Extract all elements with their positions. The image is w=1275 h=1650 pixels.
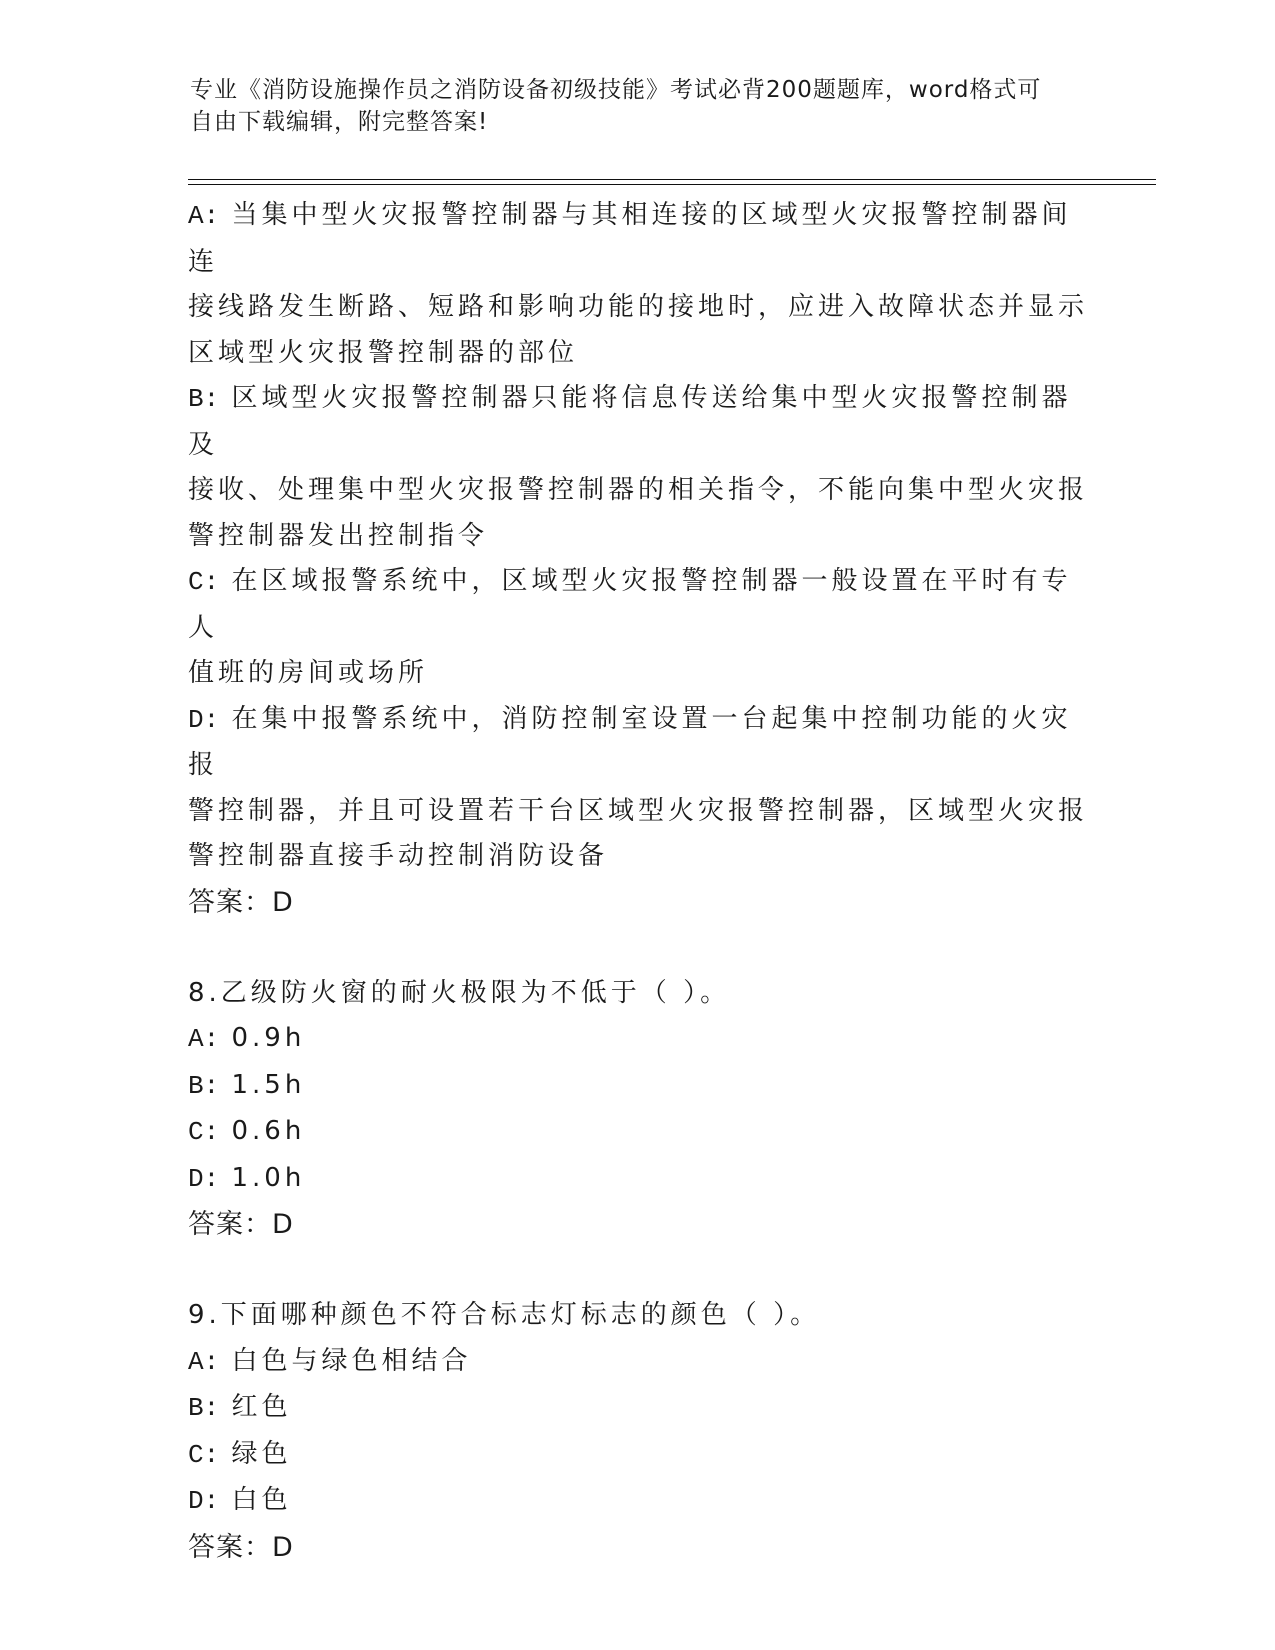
option-line: 警控制器，并且可设置若干台区域型火灾报警控制器，区域型火灾报 (188, 795, 1089, 826)
option-text: 白色与绿色相结合 (231, 1345, 472, 1376)
option-label: A: (188, 1346, 220, 1377)
option-line: 警控制器直接手动控制消防设备 (188, 841, 609, 871)
option-b (188, 376, 1088, 559)
option-text: 0.6h (231, 1116, 306, 1146)
option-b (188, 1385, 1088, 1432)
option-label: C: (188, 1439, 220, 1470)
question-7-block (188, 193, 1088, 926)
option-a (188, 1339, 1088, 1386)
document-body (188, 193, 1088, 1571)
option-line: 值班的房间或场所 (188, 658, 429, 688)
option-label: D: (188, 1163, 220, 1194)
header-line-2: 自由下载编辑，附完整答案! (190, 109, 489, 135)
header-line-1: 专业《消防设施操作员之消防设备初级技能》考试必背200题题库，word格式可 (190, 77, 1042, 103)
option-line: 区域型火灾报警控制器的部位 (188, 337, 579, 368)
option-line: 接线路发生断路、短路和影响功能的接地时，应进入故障状态并显示 (188, 292, 1089, 322)
header-divider-bottom (188, 184, 1156, 185)
option-text: 1.0h (231, 1162, 306, 1193)
option-label: C: (188, 567, 220, 597)
option-text: 红色 (231, 1392, 292, 1422)
option-line: C: 在区域报警系统中，区域型火灾报警控制器一般设置在平时有专人 (188, 566, 1072, 643)
option-label: D: (188, 704, 220, 735)
option-d (188, 697, 1088, 880)
option-a (188, 1016, 1088, 1063)
option-a (188, 193, 1088, 376)
option-text: 白色 (231, 1485, 292, 1515)
option-text: 0.9h (231, 1023, 306, 1053)
answer-line: 答案：D (188, 1531, 294, 1563)
option-line: 接收、处理集中型火灾报警控制器的相关指令，不能向集中型火灾报 (188, 475, 1089, 505)
header-divider-top (188, 179, 1156, 180)
option-d (188, 1478, 1088, 1525)
option-line: 警控制器发出控制指令 (188, 520, 489, 551)
option-label: A: (188, 1024, 220, 1054)
answer-line: 答案：D (188, 886, 294, 918)
option-text: 绿色 (231, 1438, 292, 1469)
option-line: B: 区域型火灾报警控制器只能将信息传送给集中型火灾报警控制器及 (188, 383, 1072, 460)
option-line: A: 当集中型火灾报警控制器与其相连接的区域型火灾报警控制器间连 (188, 200, 1072, 277)
spacer (188, 1248, 1088, 1293)
question-text: 9.下面哪种颜色不符合标志灯标志的颜色（ ）。 (188, 1300, 821, 1330)
question-text: 8.乙级防火窗的耐火极限为不低于（ ）。 (188, 977, 731, 1008)
spacer (188, 926, 1088, 971)
answer-line: 答案：D (188, 1209, 294, 1240)
question-9-block (188, 1293, 1088, 1571)
option-line: D: 在集中报警系统中，消防控制室设置一台起集中控制功能的火灾报 (188, 703, 1072, 780)
document-header (190, 74, 1070, 138)
option-label: B: (188, 384, 220, 414)
option-label: B: (188, 1393, 220, 1423)
option-c (188, 1109, 1088, 1156)
option-label: C: (188, 1117, 220, 1147)
question-8-block (188, 971, 1088, 1249)
option-text: 1.5h (231, 1069, 306, 1100)
option-c (188, 1432, 1088, 1479)
option-label: A: (188, 201, 220, 231)
option-c (188, 559, 1088, 697)
option-label: B: (188, 1070, 220, 1101)
option-label: D: (188, 1486, 220, 1516)
option-d (188, 1156, 1088, 1203)
option-b (188, 1063, 1088, 1110)
